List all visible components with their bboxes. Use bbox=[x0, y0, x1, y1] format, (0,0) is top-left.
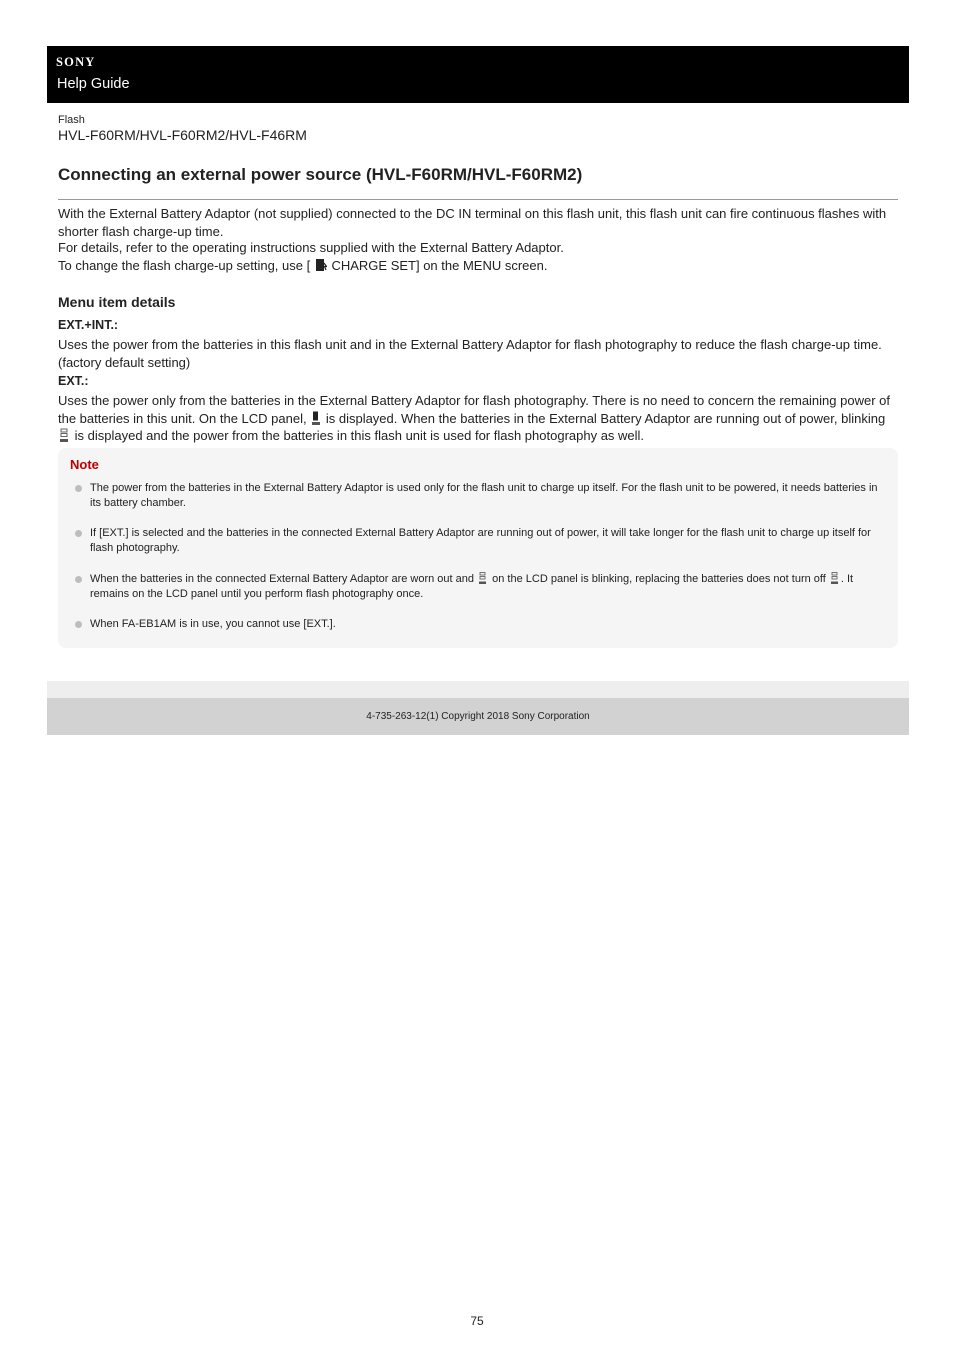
note-item bbox=[90, 481, 880, 511]
note-item-text-part3: . It remains on the LCD panel until you perform flash photography once. bbox=[90, 573, 854, 600]
note-item bbox=[90, 572, 880, 602]
footer-band bbox=[47, 681, 909, 698]
bullet-icon bbox=[75, 530, 82, 537]
bullet-icon bbox=[75, 621, 82, 628]
footer-copyright: 4-735-263-12(1) Copyright 2018 Sony Corporation bbox=[47, 698, 909, 735]
term-ext-int: EXT.+INT.: bbox=[58, 318, 119, 332]
external-battery-icon bbox=[311, 411, 321, 426]
desc-ext-part2: is displayed. When the batteries in the External Battery Adaptor are running out of power, blinking bbox=[325, 410, 886, 426]
external-battery-blinking-icon bbox=[830, 572, 840, 585]
intro-menu-line bbox=[58, 257, 898, 275]
note-item bbox=[90, 617, 880, 632]
desc-ext-part3: is displayed and the power from the batteries in this flash unit is used for flash photography as well. bbox=[74, 428, 645, 443]
title-divider bbox=[58, 199, 898, 200]
note-title: Note bbox=[70, 457, 99, 472]
page-number: 75 bbox=[470, 1314, 484, 1328]
model-names: HVL-F60RM/HVL-F60RM2/HVL-F46RM bbox=[58, 127, 307, 143]
desc-ext-part1: Uses the power only from the batteries in the External Battery Adaptor for flash photography. There is no need to concern the remaining power of the batteries in this unit. On the LCD panel, bbox=[58, 393, 890, 426]
intro-menu-text-post: CHARGE SET] on the MENU screen. bbox=[331, 258, 548, 273]
note-item-text: When FA-EB1AM is in use, you cannot use [EXT.]. bbox=[90, 618, 336, 630]
sony-logo: SONY bbox=[56, 55, 96, 69]
bullet-icon bbox=[75, 576, 82, 583]
category-label: Flash bbox=[58, 114, 85, 126]
menu-item-details-heading: Menu item details bbox=[58, 294, 176, 310]
note-item-text-part1: When the batteries in the connected External Battery Adaptor are worn out and bbox=[90, 573, 475, 585]
desc-ext bbox=[58, 392, 898, 445]
external-battery-blinking-icon bbox=[478, 572, 488, 585]
note-item-text-part2: on the LCD panel is blinking, replacing the batteries does not turn off bbox=[492, 573, 826, 585]
note-item bbox=[90, 526, 880, 556]
bullet-icon bbox=[75, 485, 82, 492]
external-battery-blinking-icon bbox=[59, 428, 70, 443]
page-title: Connecting an external power source (HVL-F60RM/HVL-F60RM2) bbox=[58, 165, 583, 184]
charge-set-icon bbox=[315, 258, 327, 273]
intro-details-line: For details, refer to the operating instructions supplied with the External Battery Adaptor. bbox=[58, 240, 564, 255]
intro-paragraph: With the External Battery Adaptor (not supplied) connected to the DC IN terminal on this flash unit, this flash unit can fire continuous flashes with shorter flash charge-up time. bbox=[58, 206, 887, 239]
note-item-text: The power from the batteries in the External Battery Adaptor is used only for the flash unit to charge up itself. For the flash unit to be powered, it needs batteries in its battery chamber. bbox=[90, 482, 878, 509]
intro-menu-text-pre: To change the flash charge-up setting, use [ bbox=[58, 258, 311, 273]
note-item-text: If [EXT.] is selected and the batteries in the connected External Battery Adaptor are running out of power, it will take longer for the flash unit to charge up itself for flash photography. bbox=[90, 527, 871, 554]
header-bar bbox=[47, 46, 909, 103]
desc-ext-int: Uses the power from the batteries in this flash unit and in the External Battery Adaptor for flash photography to reduce the flash charge-up time. (factory default setting) bbox=[58, 337, 882, 370]
term-ext: EXT.: bbox=[58, 374, 89, 388]
note-box bbox=[58, 448, 898, 648]
help-guide-label[interactable]: Help Guide bbox=[57, 76, 130, 92]
